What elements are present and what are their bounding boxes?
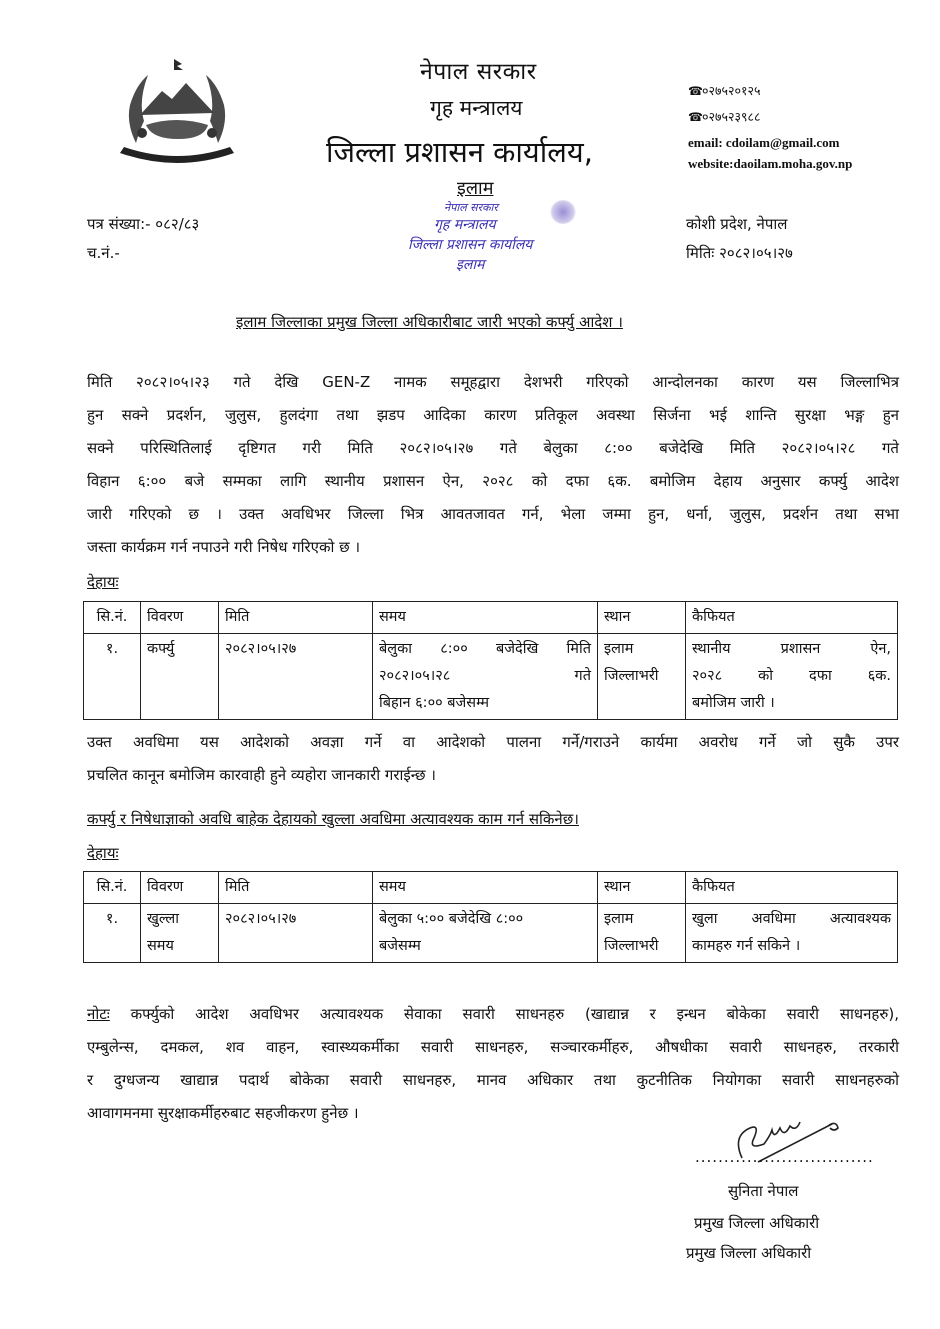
cell-remarks [686, 904, 898, 963]
phone-icon: ☎ [688, 84, 703, 98]
cell-date: २०८२।०५।२७ [219, 634, 373, 720]
col-header-remarks: कैफियत [686, 872, 898, 904]
cell-time [373, 904, 598, 963]
body-paragraph-2 [87, 726, 899, 792]
cell-time [373, 634, 598, 720]
cell-line: बिहान ६:०० बजेसम्म [379, 695, 490, 711]
nepal-government-emblem-icon [118, 55, 236, 165]
cell-line: जिल्लाभरी [604, 938, 659, 954]
signatory-name: सुनिता नेपाल [728, 1182, 799, 1200]
cell-line: २०८२।०५।२८ गते [379, 668, 591, 684]
col-header-place: स्थान [598, 872, 686, 904]
dehay-label-1: देहायः [87, 573, 119, 591]
stamp-line-1: नेपाल सरकार [444, 201, 498, 214]
cell-sn: १. [84, 634, 141, 720]
letterhead-ministry: गृह मन्त्रालय [430, 96, 523, 120]
cell-line: इलाम [604, 911, 634, 927]
cell-line: स्थानीय प्रशासन ऐन, [692, 641, 891, 657]
stamp-line-4: इलाम [456, 257, 485, 273]
cell-line: इलाम [604, 641, 634, 657]
table-header-row [84, 602, 898, 634]
cell-date: २०८२।०५।२७ [219, 904, 373, 963]
email-text: email: cdoilam@gmail.com [688, 135, 840, 150]
note-paragraph [87, 998, 899, 1130]
table-header-row [84, 872, 898, 904]
signatory-title-2: प्रमुख जिल्ला अधिकारी [686, 1244, 812, 1262]
paragraph-line [87, 998, 899, 1031]
table-row [84, 904, 898, 963]
letterhead-office: जिल्ला प्रशासन कार्यालय, [326, 135, 593, 169]
paragraph-line: सक्ने परिस्थितिलाई दृष्टिगत गरी मिति २०८२।०५।२७ गते बेलुका ८:०० बजेदेखि मिति २०८२।०५।२८ गते [87, 439, 899, 457]
paragraph-line: हुन सक्ने प्रदर्शन, जुलुस, हुलदंगा तथा झडप आदिका कारण प्रतिकूल अवस्था सिर्जना भई शान्ति सुरक्षा भङ्ग हुन [87, 406, 899, 424]
letterhead-district: इलाम [457, 178, 494, 199]
province: कोशी प्रदेश, नेपाल [686, 215, 788, 233]
paragraph-line: र दुग्धजन्य खाद्यान्न पदार्थ बोकेका सवारी साधनहरु, मानव अधिकार तथा कुटनीतिक नियोगका सवारी साधनहरुको [87, 1071, 899, 1089]
stamp-line-2: गृह मन्त्रालय [434, 217, 496, 233]
paragraph-line: एम्बुलेन्स, दमकल, शव वाहन, स्वास्थ्यकर्मीका सवारी साधनहरु, सञ्चारकर्मीहरु, औषधीका सवारी साधनहरु, तरकारी [87, 1038, 899, 1056]
col-header-time: समय [373, 602, 598, 634]
cell-line: समय [147, 938, 174, 954]
dehay-label-2: देहायः [87, 844, 119, 862]
cell-place [598, 904, 686, 963]
col-header-remarks: कैफियत [686, 602, 898, 634]
cell-line: २०२८ को दफा ६क. [692, 668, 891, 684]
col-header-sn: सि.नं. [84, 602, 141, 634]
letter-number: पत्र संख्या:- ०८२/८३ [87, 215, 200, 233]
col-header-description: विवरण [141, 872, 219, 904]
letter-date: मितिः २०८२।०५।२७ [686, 244, 793, 262]
paragraph-line: प्रचलित कानून बमोजिम कारवाही हुने व्यहोरा जानकारी गराईन्छ । [87, 766, 436, 784]
body-paragraph-1 [87, 366, 899, 564]
cell-sn: १. [84, 904, 141, 963]
phone-icon: ☎ [688, 110, 703, 124]
subject-heading: इलाम जिल्लाका प्रमुख जिल्ला अधिकारीबाट जारी भएको कर्फ्यु आदेश । [236, 313, 623, 331]
paragraph-line: उक्त अवधिमा यस आदेशको अवज्ञा गर्ने वा आदेशको पालना गर्ने/गराउने कार्यमा अवरोध गर्ने जो सुकै उपर [87, 733, 899, 751]
phone-2 [688, 108, 761, 125]
cell-line: कामहरु गर्न सकिने । [692, 938, 801, 954]
open-period-table [83, 871, 898, 963]
paragraph-line: विहान ६:०० बजे सम्मका लागि स्थानीय प्रशासन ऐन, २०२८ को दफा ६क. बमोजिम देहाय अनुसार कर्फ्यु आदेश [87, 472, 899, 490]
paragraph-line: आवागमनमा सुरक्षाकर्मीहरुबाट सहजीकरण हुनेछ । [87, 1104, 359, 1122]
dispatch-number: च.नं.- [87, 244, 120, 262]
table-row [84, 634, 898, 720]
stamp-line-3: जिल्ला प्रशासन कार्यालय [408, 237, 533, 253]
cell-remarks [686, 634, 898, 720]
cell-line: बजेसम्म [379, 938, 421, 954]
col-header-place: स्थान [598, 602, 686, 634]
curfew-table [83, 601, 898, 720]
cell-place [598, 634, 686, 720]
office-stamp [400, 200, 580, 278]
stamp-seal-icon [550, 200, 576, 224]
col-header-date: मिति [219, 602, 373, 634]
letterhead-government: नेपाल सरकार [420, 59, 537, 85]
col-header-description: विवरण [141, 602, 219, 634]
paragraph-line: जस्ता कार्यक्रम गर्न नपाउने गरी निषेध गरिएको छ । [87, 538, 361, 556]
phone-1-number: ०२७५२०१२५ [702, 83, 761, 98]
cell-line: खुल्ला [147, 911, 179, 927]
paragraph-line: मिति २०८२।०५।२३ गते देखि GEN-Z नामक समूहद्वारा देशभरी गरिएको आन्दोलनका कारण यस जिल्लाभित्र [87, 373, 899, 391]
cell-description: कर्फ्यु [141, 634, 219, 720]
signatory-title: प्रमुख जिल्ला अधिकारी [694, 1214, 820, 1232]
cell-line: बेलुका ८:०० बजेदेखि मिति [379, 641, 591, 657]
signature-line: ............................... [695, 1148, 874, 1166]
paragraph-line: जारी गरिएको छ । उक्त अवधिभर जिल्ला भित्र आवतजावत गर्न, भेला जम्मा हुन, धर्ना, जुलुस, प्रदर्शन तथा सभा [87, 505, 899, 523]
phone-1 [688, 82, 761, 99]
phone-2-number: ०२७५२३९८८ [702, 109, 761, 124]
col-header-sn: सि.नं. [84, 872, 141, 904]
cell-line: खुला अवधिमा अत्यावश्यक [692, 911, 891, 927]
note-line-text: कर्फ्युको आदेश अवधिभर अत्यावश्यक सेवाका सवारी साधनहरु (खाद्यान्न र इन्धन बोकेका सवारी साधनहरु), [109, 1005, 899, 1023]
cell-line: जिल्लाभरी [604, 668, 659, 684]
website-text: website:daoilam.moha.gov.np [688, 156, 853, 171]
col-header-date: मिति [219, 872, 373, 904]
cell-description [141, 904, 219, 963]
open-period-heading: कर्फ्यु र निषेधाज्ञाको अवधि बाहेक देहायको खुल्ला अवधिमा अत्यावश्यक काम गर्न सकिनेछ। [87, 810, 579, 828]
col-header-time: समय [373, 872, 598, 904]
cell-line: बेलुका ५:०० बजेदेखि ८:०० [379, 911, 524, 927]
cell-line: बमोजिम जारी । [692, 695, 775, 711]
note-label: नोटः [87, 1005, 110, 1023]
